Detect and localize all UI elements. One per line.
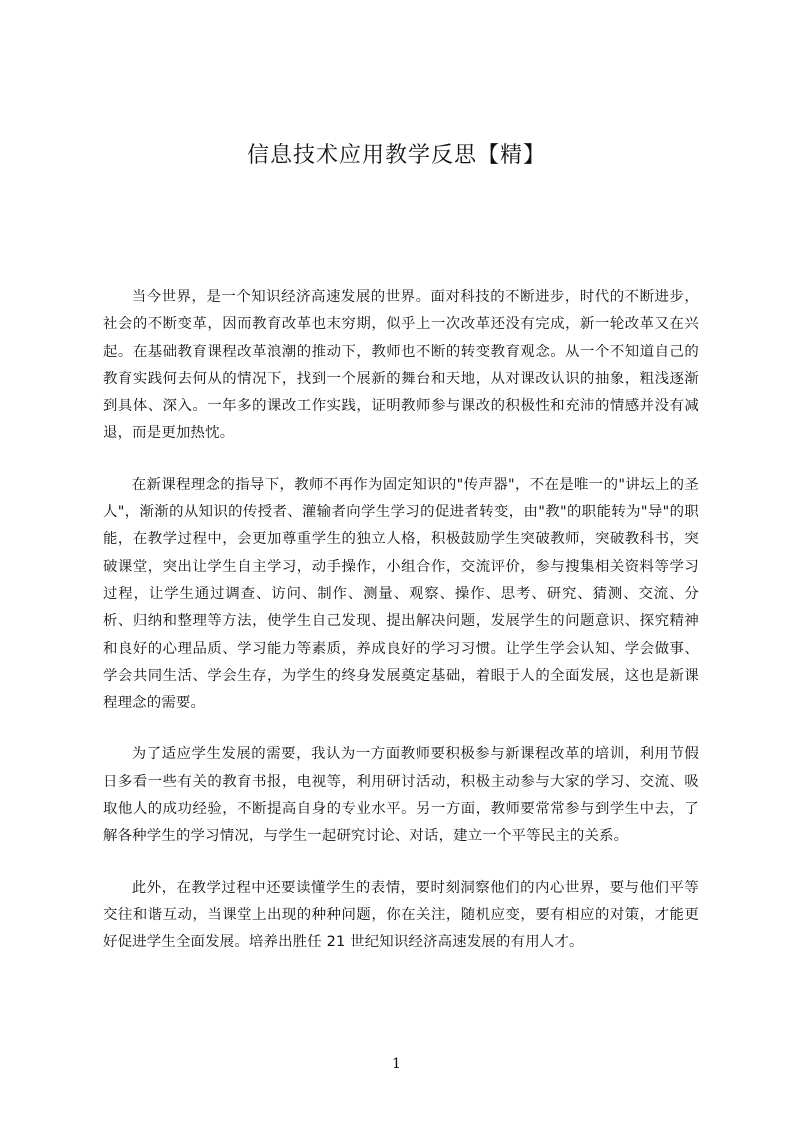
page-number: 1 <box>392 1056 401 1072</box>
paragraph-1: 当今世界，是一个知识经济高速发展的世界。面对科技的不断进步，时代的不断进步，社会的不断变革，因而教育改革也末穷期，似乎上一次改革还没有完成，新一轮改革又在兴起。在基础教育课程改革浪潮的推动下，教师也不断的转变教育观念。从一个不知道自己的教育实践何去何从的情况下，找到一个展新的舞台和天地，从对课改认识的抽象，粗浅逐渐到具体、深入。一年多的课改工作实践，证明教师参与课改的积极性和充沛的情感并没有减退，而是更加热忱。 <box>103 289 699 442</box>
paragraph-4: 此外，在教学过程中还要读懂学生的表情，要时刻洞察他们的内心世界，要与他们平等交往和谐互动，当课堂上出现的种种问题，你在关注，随机应变，要有相应的对策，才能更好促进学生全面发展。培养出胜任 21 世纪知识经济高速发展的有用人才。 <box>103 879 699 951</box>
document-body <box>103 284 699 981</box>
paragraph-3: 为了适应学生发展的需要，我认为一方面教师要积极参与新课程改革的培训，利用节假日多看一些有关的教育书报，电视等，利用研讨活动，积极主动参与大家的学习、交流、吸取他人的成功经验，不断提高自身的专业水平。另一方面，教师要常常参与到学生中去，了解各种学生的学习情况，与学生一起研究讨论、对话，建立一个平等民主的关系。 <box>103 746 699 845</box>
paragraph-2: 在新课程理念的指导下，教师不再作为固定知识的"传声器"，不在是唯一的"讲坛上的圣人"，渐渐的从知识的传授者、灌输者向学生学习的促进者转变，由"教"的职能转为"导"的职能，在教学过程中，会更加尊重学生的独立人格，积极鼓励学生突破教师，突破教科书，突破课堂，突出让学生自主学习，动手操作，小组合作，交流评价，参与搜集相关资料等学习过程，让学生通过调查、访问、制作、测量、观察、操作、思考、研究、猜测、交流、分析、归纳和整理等方法，使学生自己发现、提出解决问题，发展学生的问题意识、探究精神和良好的心理品质、学习能力等素质，养成良好的学习习惯。让学生学会认知、学会做事、学会共同生活、学会生存，为学生的终身发展奠定基础，着眼于人的全面发展，这也是新课程理念的需要。 <box>103 476 699 712</box>
document-title: 信息技术应用教学反思【精】 <box>246 143 546 168</box>
